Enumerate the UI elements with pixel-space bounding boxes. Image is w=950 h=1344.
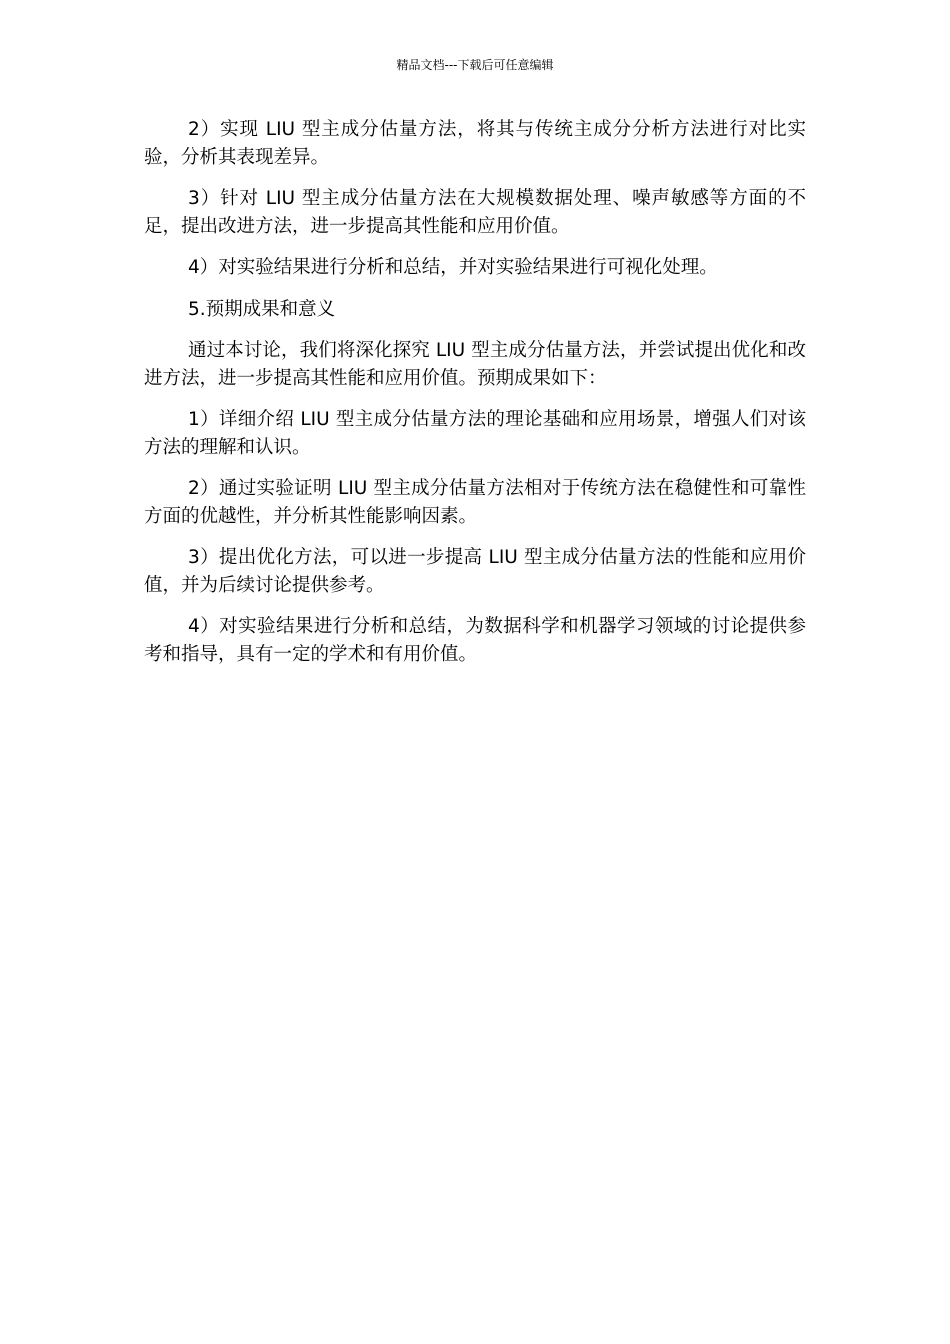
paragraph-expected-intro: 通过本讨论，我们将深化探究 LIU 型主成分估量方法，并尝试提出优化和改进方法，进一步提高其性能和应用价值。预期成果如下： [144,340,806,389]
paragraph-objective-4: 4）对实验结果进行分析和总结，并对实验结果进行可视化处理。 [188,257,718,278]
document-body [144,116,806,682]
paragraph-expected-2: 2）通过实验证明 LIU 型主成分估量方法相对于传统方法在稳健性和可靠性方面的优越性，并分析其性能影响因素。 [144,478,806,527]
paragraph-expected-3: 3）提出优化方法，可以进一步提高 LIU 型主成分估量方法的性能和应用价值，并为后续讨论提供参考。 [144,547,806,596]
section-heading-expected-results: 5.预期成果和意义 [188,298,336,320]
paragraph-objective-3: 3）针对 LIU 型主成分估量方法在大规模数据处理、噪声敏感等方面的不足，提出改进方法，进一步提高其性能和应用价值。 [144,188,806,237]
paragraph-objective-2: 2）实现 LIU 型主成分估量方法，将其与传统主成分分析方法进行对比实验，分析其表现差异。 [144,119,806,168]
paragraph-expected-4: 4）对实验结果进行分析和总结，为数据科学和机器学习领域的讨论提供参考和指导，具有一定的学术和有用价值。 [144,616,806,665]
paragraph-expected-1: 1）详细介绍 LIU 型主成分估量方法的理论基础和应用场景，增强人们对该方法的理解和认识。 [144,409,806,458]
page-header: 精品文档---下载后可任意编辑 [396,58,554,72]
